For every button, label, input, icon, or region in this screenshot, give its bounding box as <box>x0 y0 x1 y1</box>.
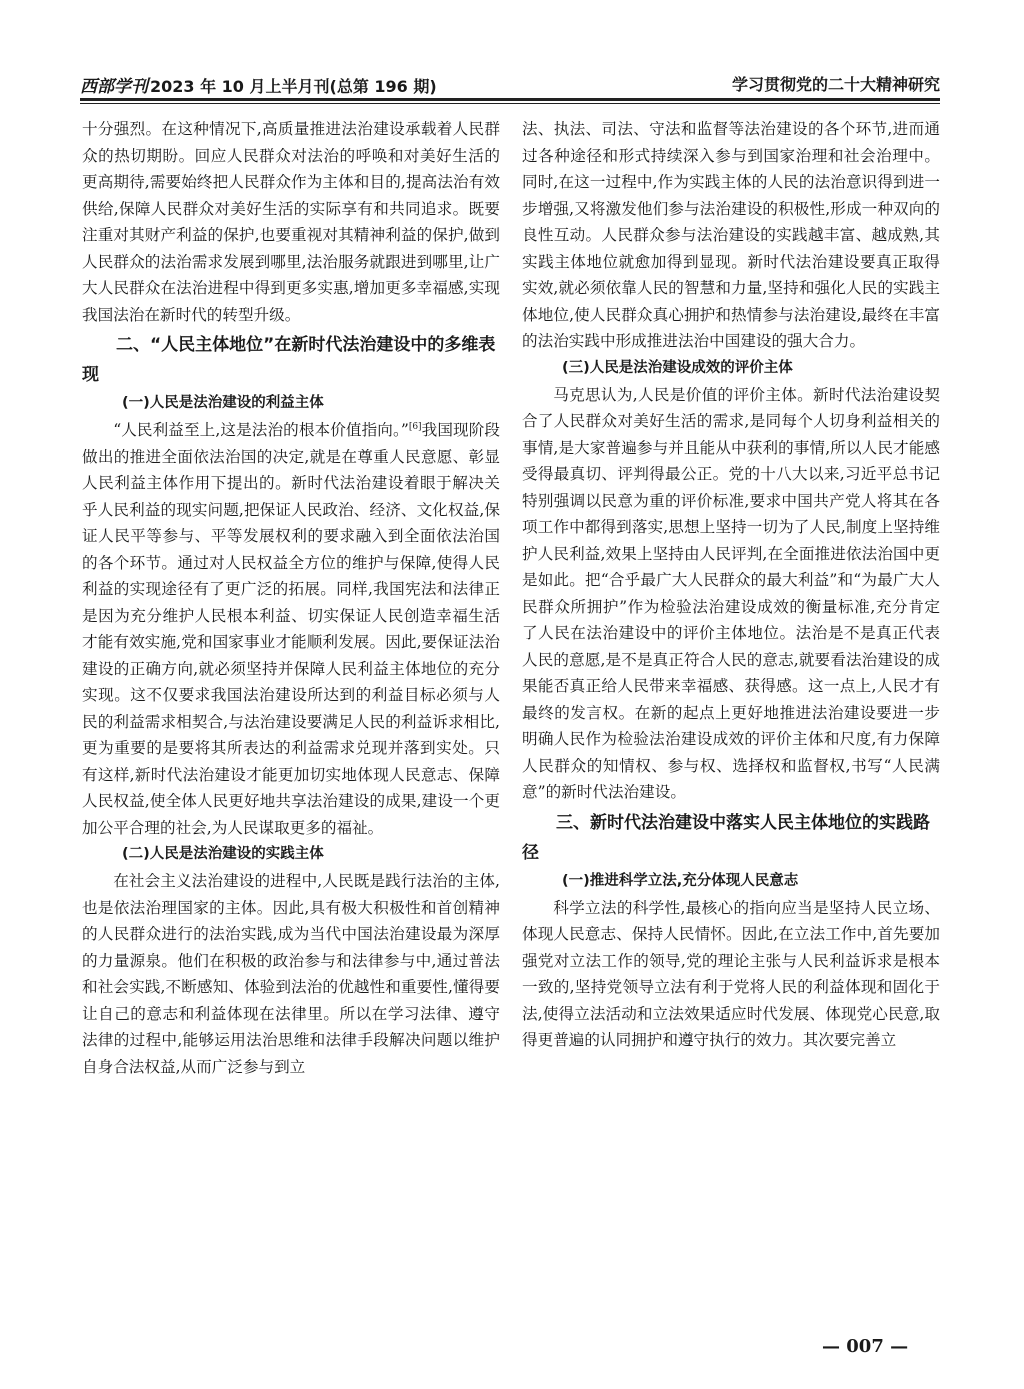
left-column <box>82 116 500 1080</box>
paragraph: 在社会主义法治建设的进程中,人民既是践行法治的主体,也是依法治理国家的主体。因此,具有极大积极性和首创精神的人民群众进行的法治实践,成为当代中国法治建设最为深厚的力量源泉。他们在积极的政治参与和法律参与中,通过普法和社会实践,不断感知、体验到法治的优越性和重要性,懂得要让自己的意志和利益体现在法律里。所以在学习法律、遵守法律的过程中,能够运用法治思维和法律手段解决问题以维护自身合法权益,从而广泛参与到立 <box>82 872 500 1076</box>
subsection-heading: (一)人民是法治建设的利益主体 <box>122 395 324 411</box>
paragraph-text: 我国现阶段做出的推进全面依法治国的决定,就是在尊重人民意愿、彰显人民利益主体作用下提出的。新时代法治建设着眼于解决关乎人民利益的现实问题,把保证人民政治、经济、文化权益,保证人民平等参与、平等发展权利的要求融入到全面依法治国的各个环节。通过对人民权益全方位的维护与保障,使得人民利益的实现途径有了更广泛的拓展。同样,我国宪法和法律正是因为充分维护人民根本利益、切实保证人民创造幸福生活才能有效实施,党和国家事业才能顺利发展。因此,要保证法治建设的正确方向,就必须坚持并保障人民利益主体地位的充分实现。这不仅要求我国法治建设所达到的利益目标必须与人民的利益需求相契合,与法治建设要满足人民的利益诉求相比,更为重要的是要将其所表达的利益需求兑现并落到实处。只有这样,新时代法治建设才能更加切实地体现人民意志、保障人民权益,使全体人民更好地共享法治建设的成果,建设一个更加公平合理的社会,为人民谋取更多的福祉。 <box>82 421 500 837</box>
paragraph: 十分强烈。在这种情况下,高质量推进法治建设承载着人民群众的热切期盼。回应人民群众对法治的呼唤和对美好生活的更高期待,需要始终把人民群众作为主体和目的,提高法治有效供给,保障人民群众对美好生活的实际享有和共同追求。既要注重对其财产利益的保护,也要重视对其精神利益的保护,做到人民群众的法治需求发展到哪里,法治服务就跟进到哪里,让广大人民群众在法治进程中得到更多实惠,增加更多幸福感,实现我国法治在新时代的转型升级。 <box>82 120 500 324</box>
paragraph <box>82 417 500 841</box>
column-title: 学习贯彻党的二十大精神研究 <box>731 75 940 94</box>
section-heading: 三、新时代法治建设中落实人民主体地位的实践路径 <box>522 812 930 863</box>
citation-ref: [6] <box>408 421 422 432</box>
paragraph: 科学立法的科学性,最核心的指向应当是坚持人民立场、体现人民意志、保持人民情怀。因此,在立法工作中,首先要加强党对立法工作的领导,党的理论主张与人民利益诉求是根本一致的,坚持党领导立法有利于党将人民的利益体现和固化于法,使得立法活动和立法效果适应时代发展、体现党心民意,取得更普遍的认同拥护和遵守执行的效力。其次要完善立 <box>522 898 940 1049</box>
subsection-heading: (三)人民是法治建设成效的评价主体 <box>562 359 793 376</box>
journal-logo: 西部学刊 <box>80 77 148 97</box>
paragraph: 法、执法、司法、守法和监督等法治建设的各个环节,进而通过各种途径和形式持续深入参与到国家治理和社会治理中。同时,在这一过程中,作为实践主体的人民的法治意识得到进一步增强,又将激发他们参与法治建设的积极性,形成一种双向的良性互动。人民群众参与法治建设的实践越丰富、越成熟,其实践主体地位就愈加得到显现。新时代法治建设要真正取得实效,就必须依靠人民的智慧和力量,坚持和强化人民的实践主体地位,使人民群众真心拥护和热情参与法治建设,最终在丰富的法治实践中形成推进法治中国建设的强大合力。 <box>522 120 940 350</box>
subsection-heading: (一)推进科学立法,充分体现人民意志 <box>562 872 799 889</box>
subsection-heading: (二)人民是法治建设的实践主体 <box>122 846 324 862</box>
header-divider <box>80 98 940 101</box>
quote-text: “人民利益至上,这是法治的根本价值指向。” <box>113 421 409 439</box>
page-number: — 007 — <box>822 1336 909 1357</box>
issue-info: 2023 年 10 月上半月刊(总第 196 期) <box>150 77 437 96</box>
header-divider-thin <box>80 103 940 104</box>
section-heading: 二、“人民主体地位”在新时代法治建设中的多维表现 <box>82 335 496 385</box>
header-journal-info <box>80 72 437 97</box>
right-column <box>522 116 940 1054</box>
running-header <box>80 70 940 100</box>
paragraph: 马克思认为,人民是价值的评价主体。新时代法治建设契合了人民群众对美好生活的需求,是同每个人切身利益相关的事情,是大家普遍参与并且能从中获利的事情,所以人民才能感受得最真切、评判得最公正。党的十八大以来,习近平总书记特别强调以民意为重的评价标准,要求中国共产党人将其在各项工作中都得到落实,思想上坚持一切为了人民,制度上坚持维护人民利益,效果上坚持由人民评判,在全面推进依法治国中更是如此。把“合乎最广大人民群众的最大利益”和“为最广大人民群众所拥护”作为检验法治建设成效的衡量标准,充分肯定了人民在法治建设中的评价主体地位。法治是不是真正代表人民的意愿,是不是真正符合人民的意志,就要看法治建设的成果能否真正给人民带来幸福感、获得感。这一点上,人民才有最终的发言权。在新的起点上更好地推进法治建设要进一步明确人民作为检验法治建设成效的评价主体和尺度,有力保障人民群众的知情权、参与权、选择权和监督权,书写“人民满意”的新时代法治建设。 <box>522 385 940 801</box>
